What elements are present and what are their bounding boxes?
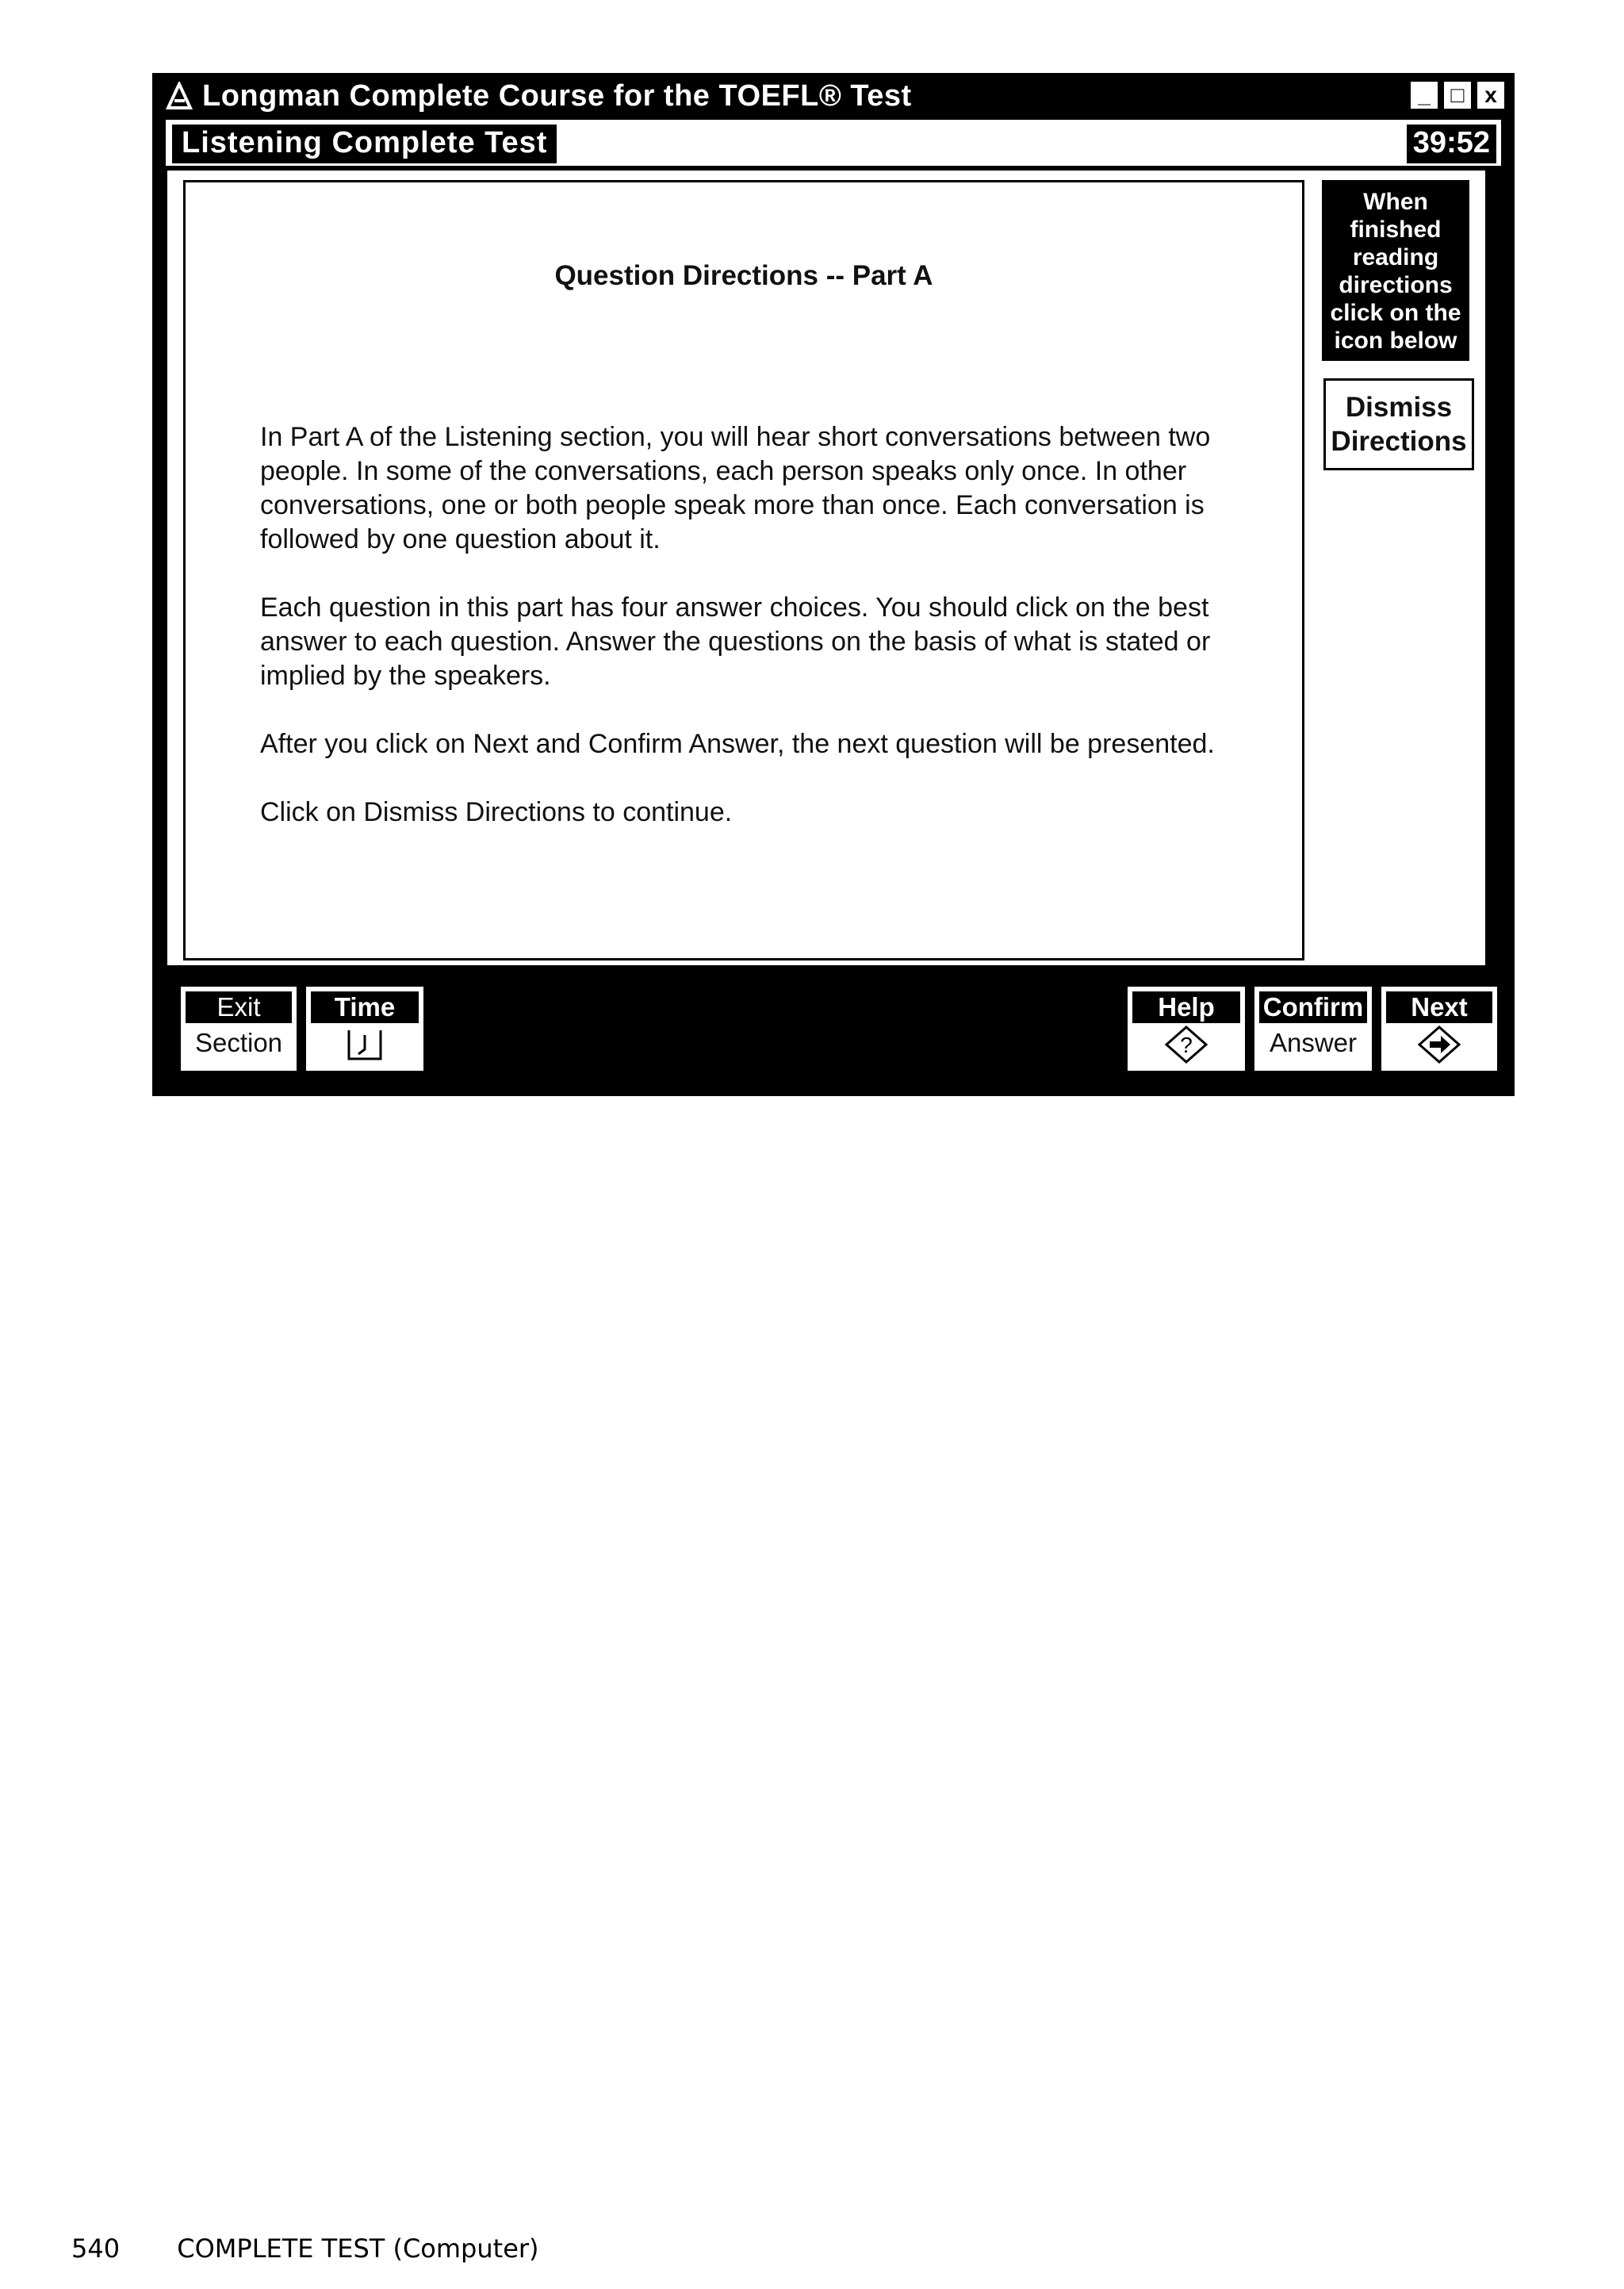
directions-body	[260, 420, 1228, 864]
directions-title: Question Directions -- Part A	[554, 260, 933, 291]
page-footer	[71, 2233, 539, 2264]
help-button[interactable]	[1125, 984, 1247, 1073]
next-button[interactable]	[1379, 984, 1500, 1073]
title-bar	[155, 75, 1512, 117]
close-button[interactable]: x	[1476, 80, 1506, 110]
next-arrow-diamond-icon	[1381, 1023, 1497, 1066]
maximize-button[interactable]: □	[1442, 80, 1473, 110]
directions-paragraph: Click on Dismiss Directions to continue.	[260, 797, 733, 827]
directions-paragraph: After you click on Next and Confirm Answer, the next question will be presented.	[260, 729, 1215, 759]
svg-text:?: ?	[1180, 1033, 1193, 1057]
countdown-timer: 39:52	[1407, 125, 1496, 163]
dismiss-directions-button[interactable]: Dismiss Directions	[1323, 378, 1474, 470]
main-content	[167, 171, 1485, 965]
section-label: Listening Complete Test	[172, 125, 557, 163]
section-label-text: Section	[194, 1028, 283, 1057]
confirm-label: Confirm	[1259, 991, 1367, 1023]
time-button[interactable]	[304, 984, 426, 1073]
answer-label: Answer	[1269, 1028, 1358, 1057]
window-controls	[1409, 80, 1506, 110]
window-title: Longman Complete Course for the TOEFL® Test	[202, 79, 912, 113]
directions-panel	[183, 180, 1304, 960]
section-header	[166, 120, 1501, 166]
directions-paragraph: Each question in this part has four answer choices. You should click on the best answer to each question. Answer the questions on the basis of what is stated or implied by the speakers.	[260, 592, 1211, 691]
app-window	[152, 73, 1515, 1096]
minimize-button[interactable]: _	[1409, 80, 1439, 110]
exit-section-button[interactable]	[178, 984, 299, 1073]
confirm-answer-button[interactable]	[1252, 984, 1374, 1073]
running-head: COMPLETE TEST (Computer)	[177, 2233, 539, 2264]
exit-label: Exit	[186, 991, 292, 1023]
help-label: Help	[1132, 991, 1240, 1023]
instruction-note: When finished reading directions click on the icon below	[1322, 180, 1469, 361]
bottom-toolbar	[155, 975, 1512, 1094]
time-label: Time	[311, 991, 419, 1023]
app-logo-icon	[166, 80, 194, 112]
page-number: 540	[71, 2233, 121, 2264]
clock-icon	[306, 1023, 423, 1066]
directions-paragraph: In Part A of the Listening section, you will hear short conversations between two people. In some of the conversations, each person speaks only once. In other conversations, one or both people speak more than once. Each conversation is followed by one question about it.	[260, 422, 1211, 554]
help-diamond-icon	[1128, 1023, 1245, 1066]
next-label: Next	[1386, 991, 1492, 1023]
